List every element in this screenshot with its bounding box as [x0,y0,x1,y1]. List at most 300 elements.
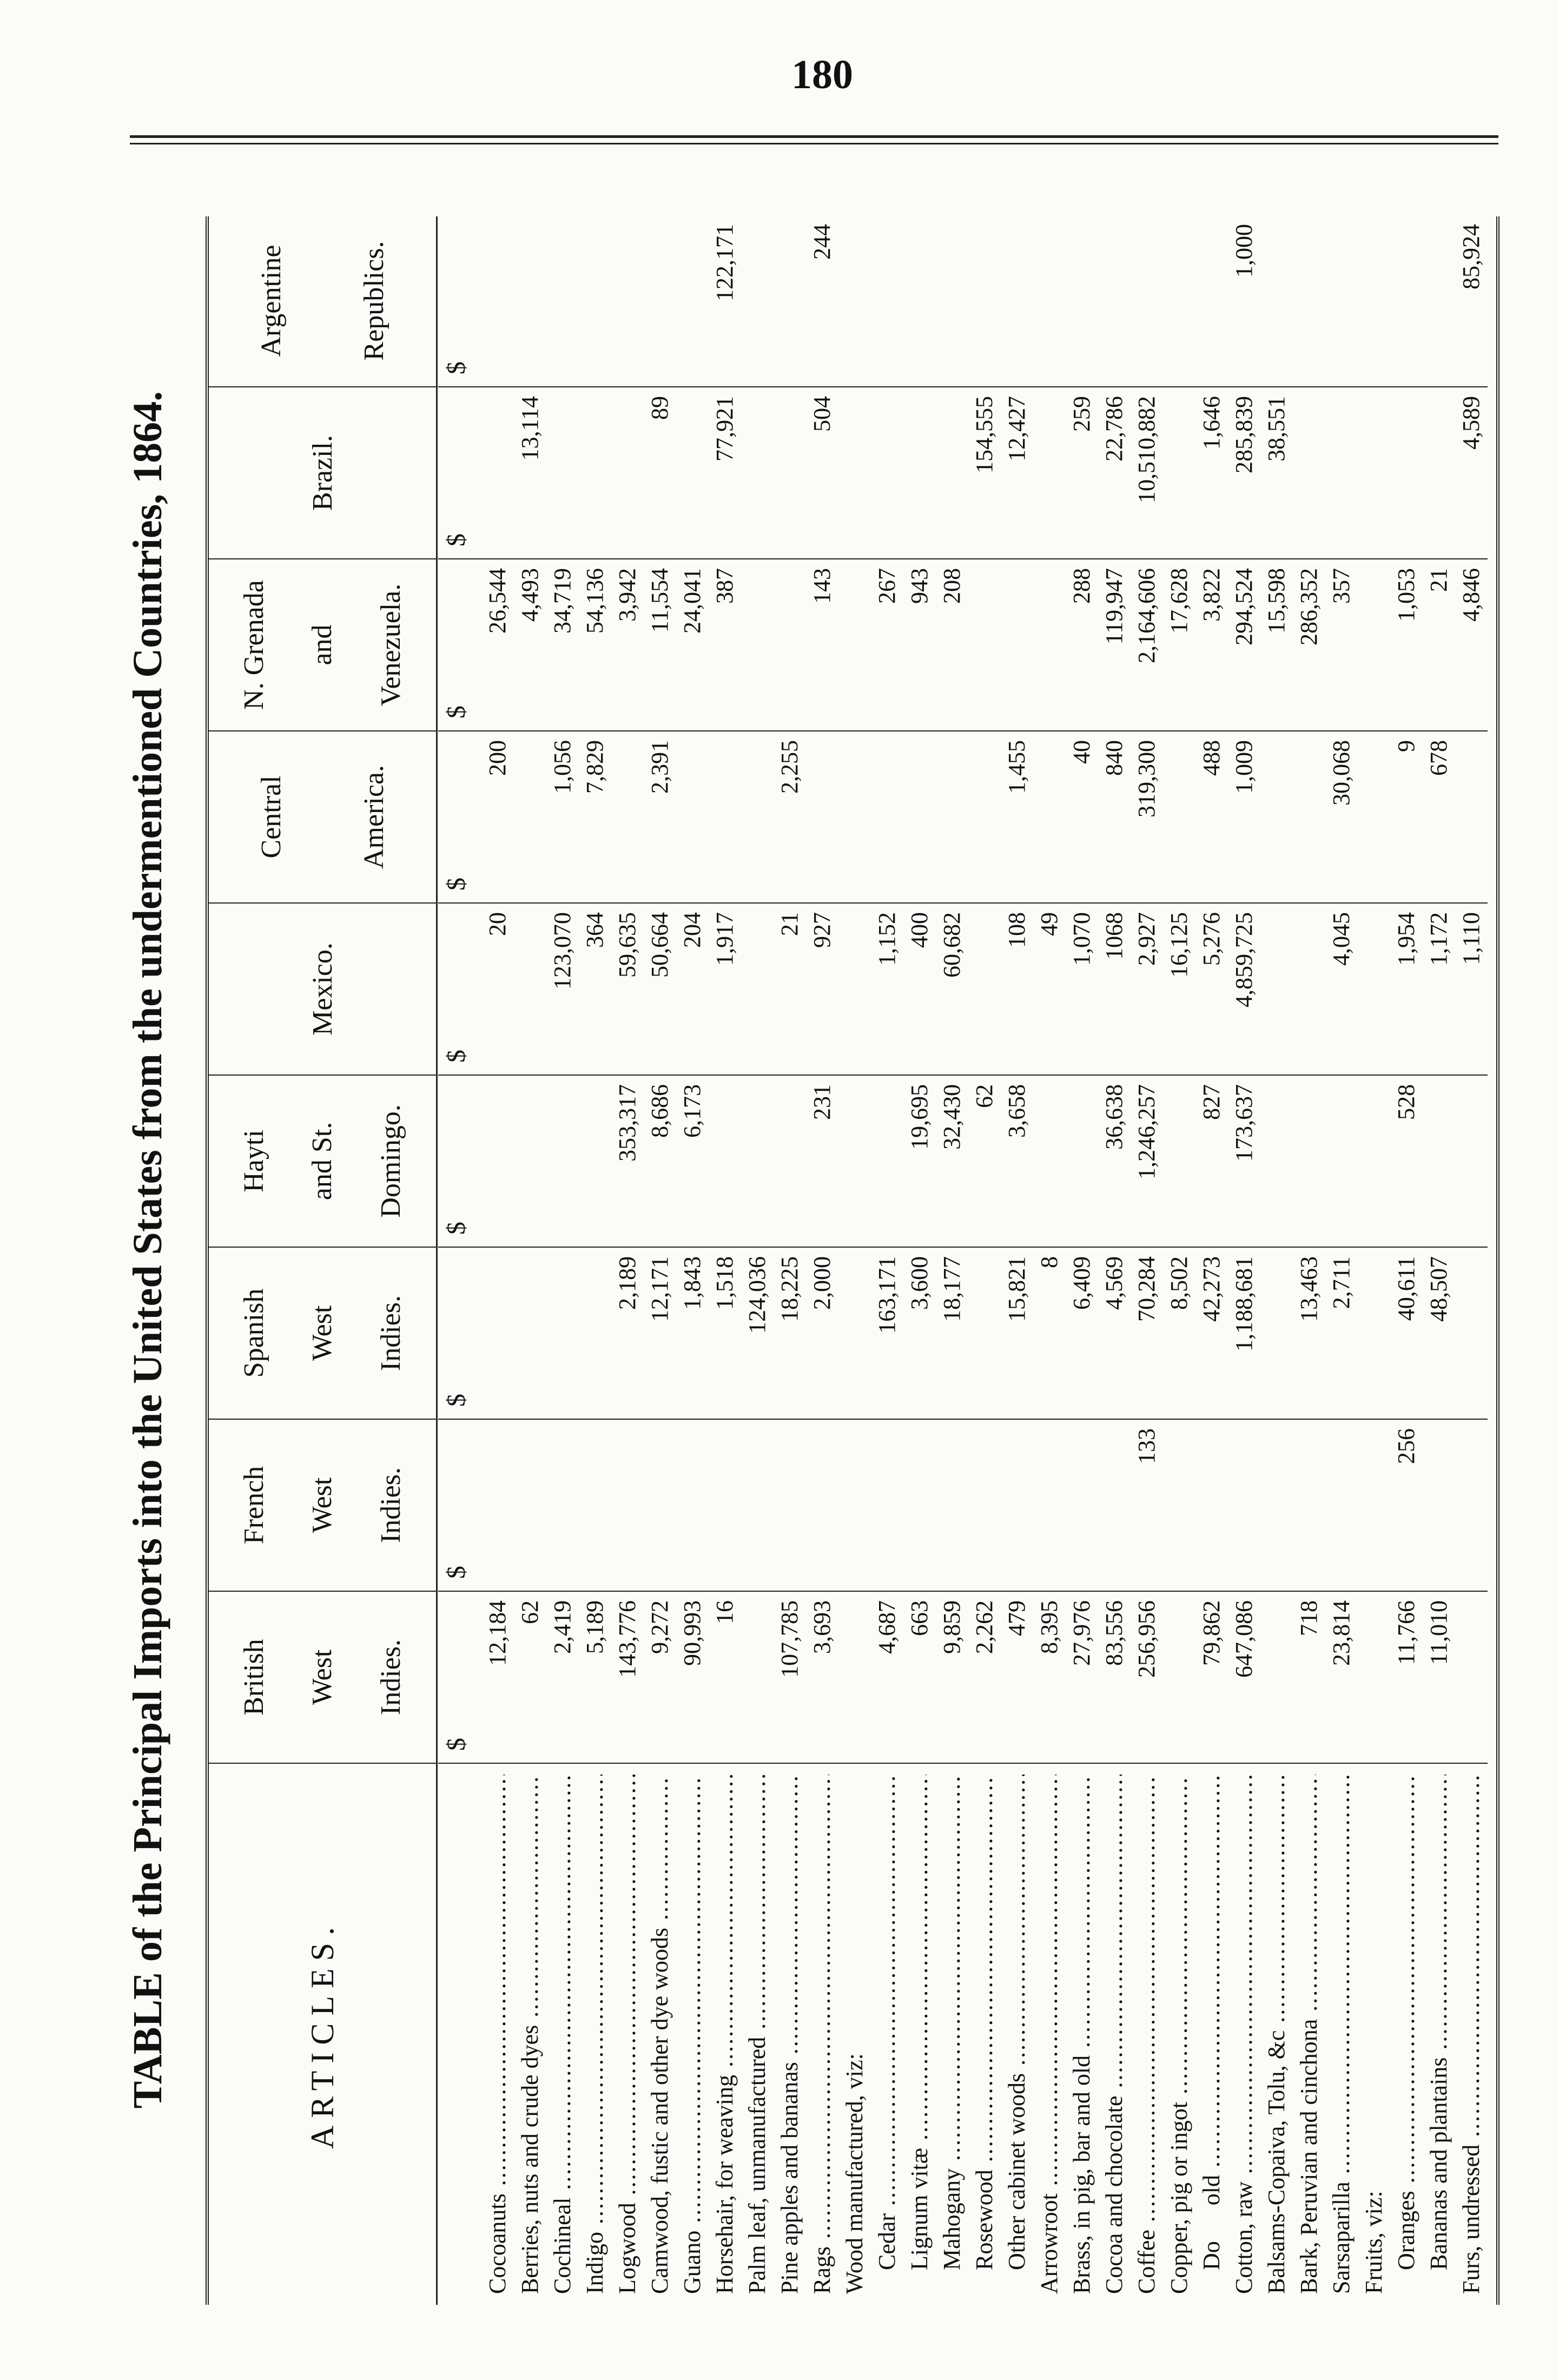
value-ngrenada: 15,598 [1263,568,1290,634]
value-argentine [903,215,936,387]
table-row [1195,216,1228,2305]
value-hayti: 173,637 [1231,1084,1257,1162]
value-swi: 18,225 [776,1256,803,1322]
value-swi: 42,273 [1198,1256,1225,1322]
row-label: Other cabinet woods ..... [1001,1775,1033,2294]
value-swi: 70,284 [1133,1256,1160,1322]
value-bwi: 4,687 [874,1600,900,1654]
value-brazil: 10,510,882 [1133,396,1160,503]
value-brazil [546,387,579,559]
value-swi: 1,518 [711,1256,738,1310]
column-header-hayti [209,1076,436,1248]
value-central [903,731,936,904]
value-swi: 1,188,681 [1231,1256,1257,1351]
value-argentine [579,215,611,387]
value-fwi [936,1420,968,1592]
value-argentine [611,215,644,387]
value-swi [481,1248,514,1420]
value-central [514,731,546,904]
value-fwi [741,1420,774,1592]
value-brazil: 504 [809,396,835,432]
row-label: Logwood ..... [611,1775,644,2294]
value-central [1358,731,1390,904]
column-header-line: Spanish [238,1288,269,1378]
value-central [709,731,741,904]
value-argentine [968,215,1001,387]
value-hayti [741,1076,774,1248]
value-central: 200 [484,740,511,776]
value-hayti [579,1076,611,1248]
table-row [1325,216,1358,2305]
column-divider [438,902,1488,904]
table-row [774,216,806,2305]
value-brazil [1358,387,1390,559]
column-header-central [209,731,436,904]
row-label: Cochineal ..... [546,1775,579,2294]
row-label: Sarsaparilla ..... [1325,1775,1358,2294]
rotated-table-page [124,179,1504,2316]
value-fwi [1455,1420,1488,1592]
value-hayti: 6,173 [679,1084,705,1138]
table-row [611,216,644,2305]
value-central [1033,731,1066,904]
value-central [871,731,903,904]
value-hayti: 1,246,257 [1133,1084,1160,1179]
column-header-line: West [307,1305,338,1361]
table-row [481,216,514,2305]
value-fwi [774,1420,806,1592]
value-argentine [1260,215,1293,387]
value-fwi [1098,1420,1131,1592]
value-ngrenada: 943 [906,568,933,604]
row-label: Do old ..... [1195,1775,1228,2294]
value-argentine [514,215,546,387]
value-swi [838,1248,871,1420]
column-header-line: Republics. [358,241,389,361]
row-label: Furs, undressed ..... [1455,1775,1488,2294]
value-mexico: 1,110 [1458,912,1484,965]
row-label: Cotton, raw ..... [1228,1775,1260,2294]
value-bwi: 107,785 [776,1600,803,1678]
row-label: Palm leaf, unmanufactured ..... [741,1775,774,2294]
value-brazil: 285,839 [1231,396,1257,473]
value-mexico: 60,682 [939,912,965,978]
value-brazil: 12,427 [1003,396,1030,462]
table-row [1260,216,1293,2305]
value-swi [514,1248,546,1420]
column-header-line: and [307,624,338,665]
value-argentine [936,215,968,387]
value-fwi [676,1420,709,1592]
row-label: Balsams-Copaiva, Tolu, &c ..... [1260,1775,1293,2294]
value-fwi [871,1420,903,1592]
row-label: Copper, pig or ingot ..... [1163,1775,1195,2294]
value-hayti [481,1076,514,1248]
value-hayti: 32,430 [939,1084,965,1150]
value-hayti [1066,1076,1098,1248]
value-mexico: 927 [809,912,835,948]
value-fwi [1358,1420,1390,1592]
value-swi: 8 [1036,1256,1062,1268]
table-row [514,216,546,2305]
table-row [1358,216,1390,2305]
page-number: 180 [791,52,853,97]
value-mexico: 16,125 [1166,912,1192,978]
value-argentine [1066,215,1098,387]
value-ngrenada [1033,559,1066,731]
value-brazil [1163,387,1195,559]
value-swi: 15,821 [1003,1256,1030,1322]
column-header-line: Brazil. [307,434,338,511]
value-argentine [1293,215,1325,387]
value-swi: 4,569 [1101,1256,1127,1310]
value-central: 2,391 [646,740,673,794]
row-label: Wood manufactured, viz: [841,2053,868,2294]
table-title: TABLE of the Principal Imports into the United States from the undermentioned Countries, 1864. [125,391,170,2109]
column-header-line: N. Grenada [238,580,269,710]
value-swi: 124,036 [744,1256,770,1334]
value-mexico [1260,904,1293,1076]
value-ngrenada: 3,942 [614,568,640,622]
value-central [1293,731,1325,904]
table-row [968,216,1001,2305]
value-argentine: 85,924 [1458,224,1484,289]
column-header-line: Indies. [375,1467,407,1544]
currency-symbol: $ [442,878,471,891]
value-fwi [579,1420,611,1592]
column-header-line: West [307,1477,338,1533]
value-bwi: 12,184 [484,1600,511,1666]
row-label: Coffee ..... [1131,1775,1163,2294]
value-hayti: 8,686 [646,1084,673,1138]
value-mexico [514,904,546,1076]
value-bwi: 5,189 [582,1600,608,1654]
value-ngrenada: 34,719 [549,568,576,634]
value-ngrenada: 24,041 [679,568,705,634]
value-hayti: 231 [809,1084,835,1120]
value-mexico: 1,152 [874,912,900,966]
value-brazil [871,387,903,559]
imports-table [206,216,1499,2305]
value-argentine [1423,215,1455,387]
value-swi [546,1248,579,1420]
value-bwi: 9,272 [646,1600,673,1654]
value-brazil: 22,786 [1101,396,1127,462]
value-brazil: 89 [646,396,673,420]
table-row [546,216,579,2305]
row-label: Brass, in pig, bar and old ..... [1066,1775,1098,2294]
value-brazil: 4,589 [1458,396,1484,450]
value-bwi: 11,766 [1393,1600,1419,1665]
column-header-line: Argentine [255,245,287,357]
value-hayti [1325,1076,1358,1248]
column-divider [438,730,1488,731]
value-mexico: 1,172 [1425,912,1452,966]
column-header-line: Mexico. [307,942,338,1036]
currency-symbol: $ [442,1050,471,1063]
value-ngrenada: 21 [1425,568,1452,592]
value-mexico: 1,070 [1068,912,1095,966]
value-bwi: 62 [517,1600,543,1624]
value-ngrenada: 1,053 [1393,568,1419,622]
value-hayti [1163,1076,1195,1248]
column-header-fwi [209,1420,436,1592]
value-argentine [838,215,871,387]
row-label: Bananas and plantains ..... [1423,1775,1455,2294]
currency-symbol: $ [442,706,471,718]
value-ngrenada: 267 [874,568,900,604]
value-argentine [1033,215,1066,387]
column-header-line: French [238,1466,269,1545]
column-header-argentine [209,215,436,387]
value-bwi: 11,010 [1425,1600,1452,1665]
column-header-line: Domingo. [375,1104,407,1218]
table-row [1131,216,1163,2305]
value-bwi: 79,862 [1198,1600,1225,1666]
table-row [903,216,936,2305]
table-header [209,216,438,2305]
table-row [1033,216,1066,2305]
value-hayti: 528 [1393,1084,1419,1120]
value-central: 1,455 [1003,740,1030,794]
value-argentine [1001,215,1033,387]
value-brazil [676,387,709,559]
value-brazil: 38,551 [1263,396,1290,462]
value-brazil [1033,387,1066,559]
value-brazil [936,387,968,559]
currency-symbol: $ [442,1566,471,1579]
value-argentine [1358,215,1390,387]
value-mexico: 20 [484,912,511,936]
table-row [644,216,676,2305]
value-ngrenada [968,559,1001,731]
value-bwi: 647,086 [1231,1600,1257,1678]
table-row [579,216,611,2305]
currency-symbol: $ [442,361,471,374]
value-mexico: 123,070 [549,912,576,990]
value-argentine [1325,215,1358,387]
row-label: Pine apples and bananas ..... [774,1775,806,2294]
value-ngrenada: 11,554 [646,568,673,633]
value-bwi: 2,262 [971,1600,998,1654]
value-brazil [838,387,871,559]
value-ngrenada: 143 [809,568,835,604]
value-hayti [1423,1076,1455,1248]
value-mexico [968,904,1001,1076]
value-mexico: 4,859,725 [1231,912,1257,1007]
value-fwi [1325,1420,1358,1592]
value-fwi [611,1420,644,1592]
row-label: Berries, nuts and crude dyes ..... [514,1775,546,2294]
value-fwi [546,1420,579,1592]
table-row [709,216,741,2305]
currency-symbol: $ [442,1738,471,1751]
value-fwi [1293,1420,1325,1592]
value-fwi [903,1420,936,1592]
value-ngrenada: 3,822 [1198,568,1225,622]
value-fwi [1228,1420,1260,1592]
value-central: 30,068 [1328,740,1355,806]
value-bwi [1260,1592,1293,1764]
value-ngrenada: 288 [1068,568,1095,604]
value-argentine [1098,215,1131,387]
column-header-ngrenada [209,559,436,731]
value-ngrenada: 17,628 [1166,568,1192,634]
value-mexico: 59,635 [614,912,640,978]
value-hayti [838,1076,871,1248]
row-label: Cedar ..... [871,1775,903,2294]
value-argentine [774,215,806,387]
value-hayti [709,1076,741,1248]
value-swi: 48,507 [1425,1256,1452,1322]
row-label: Mahogany ..... [936,1775,968,2294]
row-label: Rosewood ..... [968,1775,1001,2294]
value-ngrenada: 357 [1328,568,1355,604]
value-ngrenada: 294,524 [1231,568,1257,645]
value-ngrenada: 119,947 [1101,568,1127,645]
value-brazil [481,387,514,559]
value-fwi [806,1420,838,1592]
row-label: Bark, Peruvian and cinchona ..... [1293,1775,1325,2294]
value-swi: 18,177 [939,1256,965,1322]
value-argentine: 244 [809,224,835,260]
value-swi: 40,611 [1393,1256,1419,1321]
value-fwi: 133 [1133,1428,1160,1464]
table-row [1163,216,1195,2305]
value-brazil: 259 [1068,396,1095,432]
value-argentine: 1,000 [1231,224,1257,278]
value-bwi: 3,693 [809,1600,835,1654]
value-brazil [1423,387,1455,559]
value-central [936,731,968,904]
value-ngrenada: 2,164,606 [1133,568,1160,663]
column-header-line: West [307,1649,338,1705]
value-hayti: 36,638 [1101,1084,1127,1150]
column-header-mexico [209,904,436,1076]
value-hayti: 62 [971,1084,998,1108]
row-label: Arrowroot ..... [1033,1775,1066,2294]
value-central [1260,731,1293,904]
value-hayti [546,1076,579,1248]
value-fwi [1195,1420,1228,1592]
row-label: Oranges ..... [1390,1775,1423,2294]
value-mexico: 364 [582,912,608,948]
column-header-line: America. [358,765,389,869]
value-mexico: 2,927 [1133,912,1160,966]
value-central [611,731,644,904]
value-brazil: 154,555 [971,396,998,473]
column-header-line: Indies. [375,1295,407,1372]
value-mexico: 50,664 [646,912,673,978]
value-mexico: 1,954 [1393,912,1419,966]
value-fwi [1001,1420,1033,1592]
value-central [1455,731,1488,904]
value-swi [1260,1248,1293,1420]
value-argentine [676,215,709,387]
value-swi [1358,1248,1390,1420]
value-central: 2,255 [776,740,803,794]
value-brazil: 1,646 [1198,396,1225,450]
value-swi [579,1248,611,1420]
value-hayti [514,1076,546,1248]
value-argentine [741,215,774,387]
value-hayti [1033,1076,1066,1248]
value-argentine [481,215,514,387]
value-argentine [1195,215,1228,387]
value-swi: 12,171 [646,1256,673,1322]
row-label: Cocoanuts ..... [481,1775,514,2294]
value-ngrenada: 4,493 [517,568,543,622]
value-central: 1,009 [1231,740,1257,794]
column-header-line: Indies. [375,1639,407,1716]
table-row [1066,216,1098,2305]
value-mexico: 1068 [1101,912,1127,960]
column-divider [438,1763,1488,1764]
value-swi: 3,600 [906,1256,933,1310]
table-row [871,216,903,2305]
value-fwi [838,1420,871,1592]
value-mexico: 49 [1036,912,1062,936]
value-ngrenada [1358,559,1390,731]
value-fwi [644,1420,676,1592]
row-label: Lignum vitæ ..... [903,1775,936,2294]
value-ngrenada [838,559,871,731]
table-row [838,216,871,2305]
value-central: 1,056 [549,740,576,794]
value-ngrenada: 4,846 [1458,568,1484,622]
column-header-line: Central [255,775,287,859]
value-hayti [1260,1076,1293,1248]
value-brazil [579,387,611,559]
value-swi: 2,189 [614,1256,640,1310]
table-row [741,216,774,2305]
value-bwi: 479 [1003,1600,1030,1636]
column-header-line: British [238,1639,269,1716]
value-brazil [1390,387,1423,559]
value-hayti [1293,1076,1325,1248]
value-brazil [611,387,644,559]
value-fwi [968,1420,1001,1592]
table-row [806,216,838,2305]
currency-symbol: $ [442,1222,471,1235]
value-ngrenada [774,559,806,731]
value-fwi: 256 [1393,1428,1419,1464]
value-mexico: 400 [906,912,933,948]
column-header-line: and St. [307,1122,338,1201]
column-divider [438,386,1488,387]
value-mexico [1293,904,1325,1076]
table-row [1293,216,1325,2305]
value-fwi [1163,1420,1195,1592]
value-central [676,731,709,904]
value-ngrenada: 26,544 [484,568,511,634]
value-mexico: 108 [1003,912,1030,948]
table-row [1423,216,1455,2305]
value-central: 488 [1198,740,1225,776]
value-bwi: 83,556 [1101,1600,1127,1666]
value-ngrenada: 286,352 [1296,568,1322,645]
value-fwi [481,1420,514,1592]
value-fwi [1423,1420,1455,1592]
value-hayti [1358,1076,1390,1248]
value-bwi: 143,776 [614,1600,640,1678]
value-argentine [871,215,903,387]
column-header-bwi [209,1592,436,1764]
value-bwi: 718 [1296,1600,1322,1636]
row-label: Cocoa and chocolate ..... [1098,1775,1131,2294]
value-swi: 2,711 [1328,1256,1355,1309]
value-argentine [1131,215,1163,387]
